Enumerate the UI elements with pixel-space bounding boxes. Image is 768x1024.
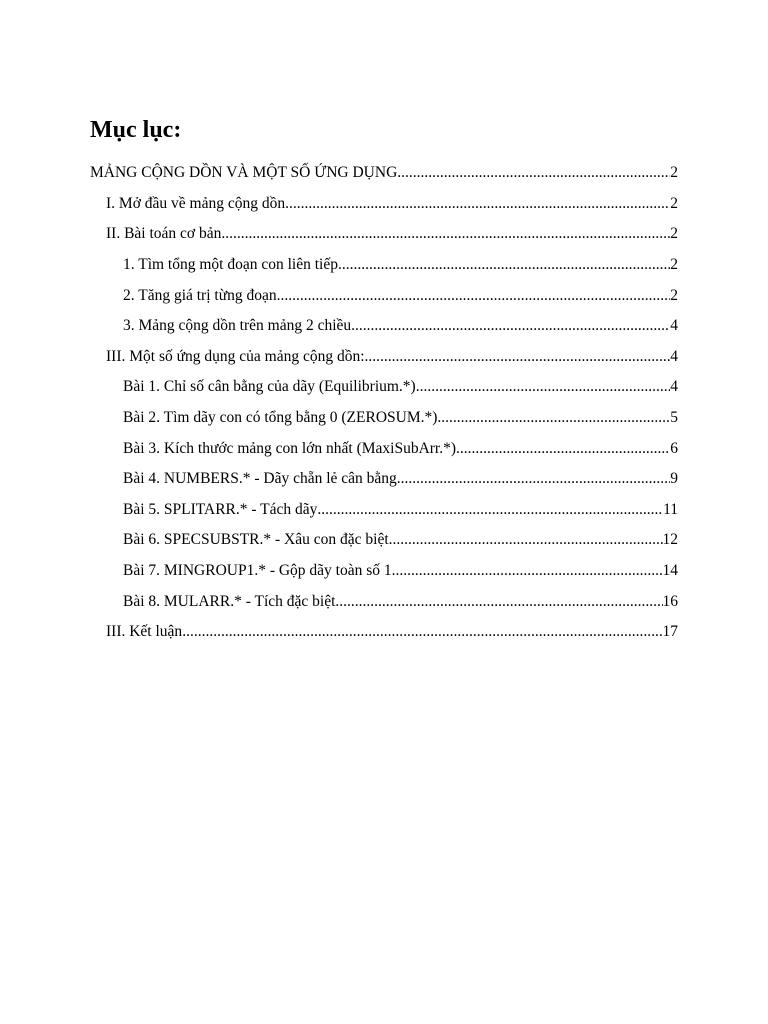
toc-leader (351, 316, 670, 336)
toc-entry[interactable] (0, 219, 768, 250)
toc-list (0, 158, 768, 648)
toc-entry-page: 11 (663, 500, 678, 518)
toc-leader (397, 163, 670, 183)
toc-entry[interactable] (0, 189, 768, 220)
toc-entry[interactable] (0, 617, 768, 648)
toc-entry[interactable] (0, 372, 768, 403)
toc-entry-text: 1. Tìm tổng một đoạn con liên tiếp (123, 256, 338, 274)
toc-entry-page: 12 (662, 531, 678, 549)
toc-entry[interactable] (0, 586, 768, 617)
toc-entry-page: 2 (670, 256, 678, 274)
toc-entry[interactable] (0, 158, 768, 189)
toc-entry-text: MẢNG CỘNG DỒN VÀ MỘT SỐ ỨNG DỤNG (90, 164, 398, 182)
toc-leader (221, 224, 670, 244)
toc-entry-text: 2. Tăng giá trị từng đoạn (123, 286, 277, 304)
toc-entry-page: 17 (662, 623, 678, 641)
toc-title: Mục lục: (90, 117, 182, 143)
toc-entry-page: 2 (670, 286, 678, 304)
toc-entry-text: Bài 7. MINGROUP1.* - Gộp dãy toàn số 1 (123, 562, 392, 580)
toc-entry-text: III. Một số ứng dụng của mảng cộng dồn: (106, 347, 365, 365)
toc-entry-text: Bài 1. Chỉ số cân bằng của dãy (Equilibrium.*) (123, 378, 416, 396)
toc-entry-page: 4 (670, 378, 678, 396)
toc-leader (285, 194, 670, 214)
toc-entry-page: 9 (670, 470, 678, 488)
toc-leader (389, 530, 663, 550)
toc-entry-text: 3. Mảng cộng dồn trên mảng 2 chiều (123, 317, 352, 335)
toc-entry-page: 2 (670, 164, 678, 182)
toc-leader (365, 347, 671, 367)
toc-entry[interactable] (0, 433, 768, 464)
toc-entry-text: Bài 6. SPECSUBSTR.* - Xâu con đặc biệt (123, 531, 389, 549)
toc-entry[interactable] (0, 495, 768, 526)
toc-entry-page: 16 (662, 592, 678, 610)
toc-entry-text: Bài 5. SPLITARR.* - Tách dãy (123, 500, 318, 518)
toc-entry[interactable] (0, 342, 768, 373)
toc-entry-page: 2 (670, 194, 678, 212)
toc-entry-text: Bài 3. Kích thước mảng con lớn nhất (MaxiSubArr.*) (123, 439, 457, 457)
toc-entry-page: 5 (670, 409, 678, 427)
toc-leader (317, 500, 663, 520)
toc-entry[interactable] (0, 280, 768, 311)
toc-leader (338, 255, 670, 275)
toc-entry-text: Bài 8. MULARR.* - Tích đặc biệt (123, 592, 336, 610)
toc-leader (277, 286, 671, 306)
toc-entry[interactable] (0, 556, 768, 587)
toc-entry-page: 2 (670, 225, 678, 243)
toc-entry-text: Bài 2. Tìm dãy con có tổng bằng 0 (ZEROSUM.*) (123, 409, 438, 427)
toc-leader (456, 439, 670, 459)
toc-entry-text: III. Kết luận (106, 623, 183, 641)
toc-entry-text: II. Bài toán cơ bản (106, 225, 222, 243)
toc-entry-page: 4 (670, 317, 678, 335)
toc-entry-page: 6 (670, 439, 678, 457)
toc-leader (335, 592, 662, 612)
toc-entry-page: 4 (670, 347, 678, 365)
toc-leader (392, 561, 663, 581)
toc-leader (182, 622, 662, 642)
toc-entry[interactable] (0, 464, 768, 495)
toc-entry[interactable] (0, 525, 768, 556)
toc-entry-page: 14 (662, 562, 678, 580)
toc-leader (437, 408, 670, 428)
toc-entry[interactable] (0, 311, 768, 342)
toc-entry[interactable] (0, 250, 768, 281)
toc-entry[interactable] (0, 403, 768, 434)
toc-leader (416, 377, 671, 397)
toc-entry-text: Bài 4. NUMBERS.* - Dãy chẵn lẻ cân bằng (123, 470, 397, 488)
toc-entry-text: I. Mở đầu về mảng cộng dồn (106, 194, 286, 212)
toc-leader (397, 469, 670, 489)
